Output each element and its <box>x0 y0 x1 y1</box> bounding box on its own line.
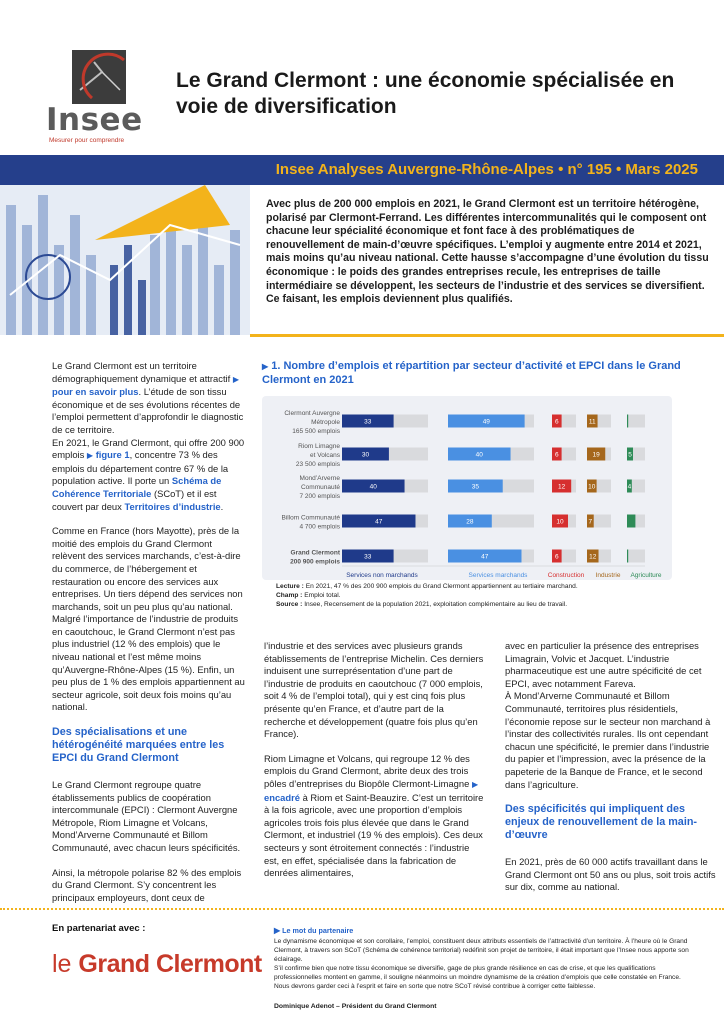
bar-track <box>627 415 645 428</box>
col3-paragraph-3: En 2021, près de 60 000 actifs travaillant dans le Grand Clermont ont 50 ans ou plus, soit trois actifs sur dix, comme au national. <box>505 856 716 893</box>
figure-notes: Lecture : En 2021, 47 % des 200 900 emplois du Grand Clermont appartiennent au tertiaire marchand. Champ : Emploi total. Source : Insee, Recensement de la population 2021, exploitation complémentaire au lieu de travail. <box>276 583 578 608</box>
data-label: 40 <box>475 451 483 459</box>
data-label: 7 <box>588 518 593 526</box>
grand-clermont-logo: le Grand Clermont <box>52 950 262 978</box>
data-label: 6 <box>554 418 559 426</box>
section-title-specificites: Des spécificités qui impliquent des enjeux de renouvellement de la main-d’œuvre <box>505 803 698 842</box>
data-label: 5 <box>628 451 632 459</box>
data-label: 12 <box>557 483 566 491</box>
data-label: 4 <box>627 483 632 491</box>
col3-paragraph-1: avec en particulier la présence des entreprises Limagrain, Volvic et Jacquet. L’industrie pharmaceutique est une autre spécificité de cet EPCI, avec notamment Fareva. <box>505 640 702 689</box>
col2-paragraph-1: l’industrie et des services avec plusieurs grands établissements de l’entreprise Michelin. Ces derniers induisent une surreprésentation d’une part de l’industrie de produits en caoutchouc (7 000 emplois, soit 4 % de l’emploi total), qui y est cinq fois plus présente qu’en France, et d’autre part de la recherche et développement (quatre fois plus qu’en France). <box>264 640 484 740</box>
link-scot[interactable]: Schéma de Cohérence Territoriale <box>52 475 222 499</box>
hero-illustration <box>0 185 250 335</box>
col1-paragraph-5: Ainsi, la métropole polarise 82 % des emplois du Grand Clermont. S’y concentrent les principaux employeurs, dont ceux de <box>52 866 242 903</box>
data-label: 30 <box>361 451 370 459</box>
legend-entry: Services non marchands <box>346 572 418 579</box>
link-pour-en-savoir-plus[interactable]: pour en savoir plus <box>52 386 139 398</box>
category-label: Billom Communauté <box>281 514 340 522</box>
data-label: 47 <box>375 518 383 526</box>
category-label: Clermont Auvergne <box>284 410 340 417</box>
data-label: 35 <box>471 483 479 491</box>
data-label: 19 <box>592 451 600 459</box>
col1-paragraph-1: Le Grand Clermont est un territoire démographiquement dynamique et attractif ▶ pour en savoir plus. L’étude de son tissu économique et de ses évolutions récentes de l’emploi permettent d’approfondir le diagnostic de ce territoire. En 2021, le Grand Clermont, qui offre 200 900 emplois ▶ figure 1, concentre 73 % des emplois du département contre 67 % de la population active. Il porte un Schéma de Cohérence Territoriale (SCoT) et il est couvert par deux Territoires d’industrie. <box>52 360 245 512</box>
page-title: Le Grand Clermont : une économie spécialisée en voie de diversification <box>176 69 675 118</box>
logo-tagline: Mesurer pour comprendre <box>49 137 125 144</box>
category-label: Grand Clermont <box>290 549 340 557</box>
data-label: 28 <box>466 518 474 526</box>
category-label: 7 200 emplois <box>299 493 340 500</box>
partner-arrow-icon: ▶ <box>274 926 281 935</box>
bar-track <box>627 550 645 563</box>
link-territoires-industrie[interactable]: Territoires d’industrie <box>124 500 221 512</box>
category-label: 4 700 emplois <box>299 523 340 531</box>
data-label: 49 <box>482 418 490 426</box>
legend-entry: Services marchands <box>468 572 528 579</box>
bar-chart <box>262 396 672 580</box>
data-label: 47 <box>481 553 489 561</box>
intro-paragraph: Avec plus de 200 000 emplois en 2021, le Grand Clermont est un territoire hétérogène, polarisé par Clermont-Ferrand. Les différentes intercommunalités qui le composent ont chacune leur spécialité économique et font face à des problématiques de renouvellement de main-d’œuvre spécifiques. L’emploi y augmente entre 2014 et 2021, mais moins qu’au niveau national. Cette hausse s’accompagne d’une évolution du tissu économique : le poids des grandes entreprises recule, les entreprises de taille intermédiaire se développent, les secteurs de l’industrie et des services se diversifient. Ce faisant, les emplois deviennent plus qualifiés. <box>266 198 709 306</box>
partner-word-body <box>274 938 702 991</box>
col1-paragraph-3: Comme en France (hors Mayotte), près de la moitié des emplois du Grand Clermont relèvent des services marchands, c’est-à-dire du commerce, de l’hébergement et restauration ou encore des services aux entreprises. Un tiers dépend des services non marchands, soit un peu plus qu’au national. Malgré l’importance de l’industrie de produits en caoutchouc, le Grand Clermont n’est pas plus industriel (12 % des emplois) que le niveau national et l’est même moins qu’Auvergne-Rhône-Alpes (15 %). Enfin, un peu plus de 1 % des emplois appartiennent au secteur agricole, soit deux fois moins qu’au national. <box>52 525 245 713</box>
partner-divider <box>0 908 724 910</box>
partner-signature: Dominique Adenot – Président du Grand Clermont <box>274 1003 437 1010</box>
column-2 <box>264 640 486 880</box>
data-label: 40 <box>369 483 377 491</box>
data-label: 6 <box>554 451 559 459</box>
intro-divider <box>250 334 724 337</box>
category-label: 165 500 emplois <box>292 428 340 435</box>
figure-panel <box>262 396 672 580</box>
partner-word-title: ▶ Le mot du partenaire <box>274 926 354 935</box>
category-label: et Volcans <box>310 452 340 459</box>
link-arrow-icon: ▶ <box>232 374 239 384</box>
figure-title: ▶ 1. Nombre d’emplois et répartition par secteur d’activité et EPCI dans le Grand Clermont en 2021 <box>262 360 681 386</box>
series-label: Insee Analyses Auvergne-Rhône-Alpes • n° 195 • Mars 2025 <box>275 161 698 178</box>
logo-clock-icon <box>72 50 126 104</box>
link-encadre[interactable]: encadré <box>264 791 300 803</box>
data-label: 33 <box>364 553 372 561</box>
data-label: 6 <box>554 553 559 561</box>
partner-paragraph-3: Nous devrons garder ceci à l’esprit et faire en sorte que notre SCoT révisé contribue à corriger cette faiblesse. <box>274 982 596 990</box>
data-label: 12 <box>589 553 597 561</box>
bar <box>627 550 628 563</box>
link-figure-1[interactable]: figure 1 <box>95 449 130 461</box>
data-label: 11 <box>588 418 596 426</box>
legend-entry: Industrie <box>595 572 621 579</box>
category-label: Communauté <box>300 484 340 491</box>
category-label: Riom Limagne <box>298 443 340 450</box>
data-label: 10 <box>588 483 596 491</box>
bar <box>627 415 628 428</box>
link-arrow-icon: ▶ <box>471 779 479 789</box>
data-label: 33 <box>364 418 372 426</box>
bar <box>627 515 635 528</box>
partner-label: En partenariat avec : <box>52 923 146 934</box>
category-label: 23 500 emplois <box>295 461 340 468</box>
column-3 <box>505 640 717 894</box>
partner-paragraph-1: Le dynamisme économique et son corollaire, l’emploi, constituent deux attributs essentiels de l’attractivité d’un territoire. À l’heure où le Grand Clermont, à travers son SCoT (Schéma de cohérence territorial) redéfinit son projet de territoire, il était important que l’Insee nous apporte son éclairage. <box>274 938 689 963</box>
series-band <box>0 155 724 185</box>
partner-paragraph-2: S’il confirme bien que notre tissu économique se diversifie, gage de plus grande résilience en cas de crise, et que les qualifications professionnelles montent en gamme, il souligne néanmoins un moindre dynamisme de la création d’emplois que celle constatée en France. <box>274 964 681 981</box>
col3-paragraph-2: À Mond’Arverne Communauté et Billom Communauté, territoires plus résidentiels, l’économie repose sur le secteur non marchand à l’instar des collectivités rurales. Ils ont cependant chacun une spécificité, le premier dans l’industrie du papier et l’impression, avec la présence de la papeterie de la Banque de France, et le second dans l’agriculture. <box>505 690 711 790</box>
figure-arrow-icon: ▶ <box>262 362 269 371</box>
col1-paragraph-4: Le Grand Clermont regroupe quatre établissements publics de coopération intercommunale (EPCI) : Clermont Auvergne Métropole, Riom Limagne et Volcans, Mond’Arverne Communauté et Billom Communauté, avec chacun leurs spécificités. <box>52 779 241 853</box>
section-title-specialisations: Des spécialisations et une hétérogénéité marquées entre les EPCI du Grand Clermont <box>52 726 225 765</box>
legend-entry: Construction <box>547 572 585 579</box>
column-1 <box>52 360 246 904</box>
legend-entry: Agriculture <box>630 572 662 579</box>
data-label: 10 <box>556 518 564 526</box>
category-label: Mond’Arverne <box>299 475 340 482</box>
logo-wordmark: Insee <box>46 102 143 138</box>
link-arrow-icon: ▶ <box>86 451 94 461</box>
category-label: Métropole <box>311 419 340 426</box>
category-label: 200 900 emplois <box>290 558 340 566</box>
col2-paragraph-2: Riom Limagne et Volcans, qui regroupe 12 % des emplois du Grand Clermont, abrite deux des trois pôles d’entreprises du Biopôle Clermont-Limagne ▶ encadré à Riom et Saint-Beauzire. C’est un territoire à la fois agricole, avec une proportion d’emplois agricoles trois fois plus élevée que dans le Grand Clermont, et industriel (19 % des emplois). Ces deux secteurs y sont étroitement connectés : l’industrie est, en effet, spécialisée dans la fabrication de denrées alimentaires, <box>264 752 484 879</box>
